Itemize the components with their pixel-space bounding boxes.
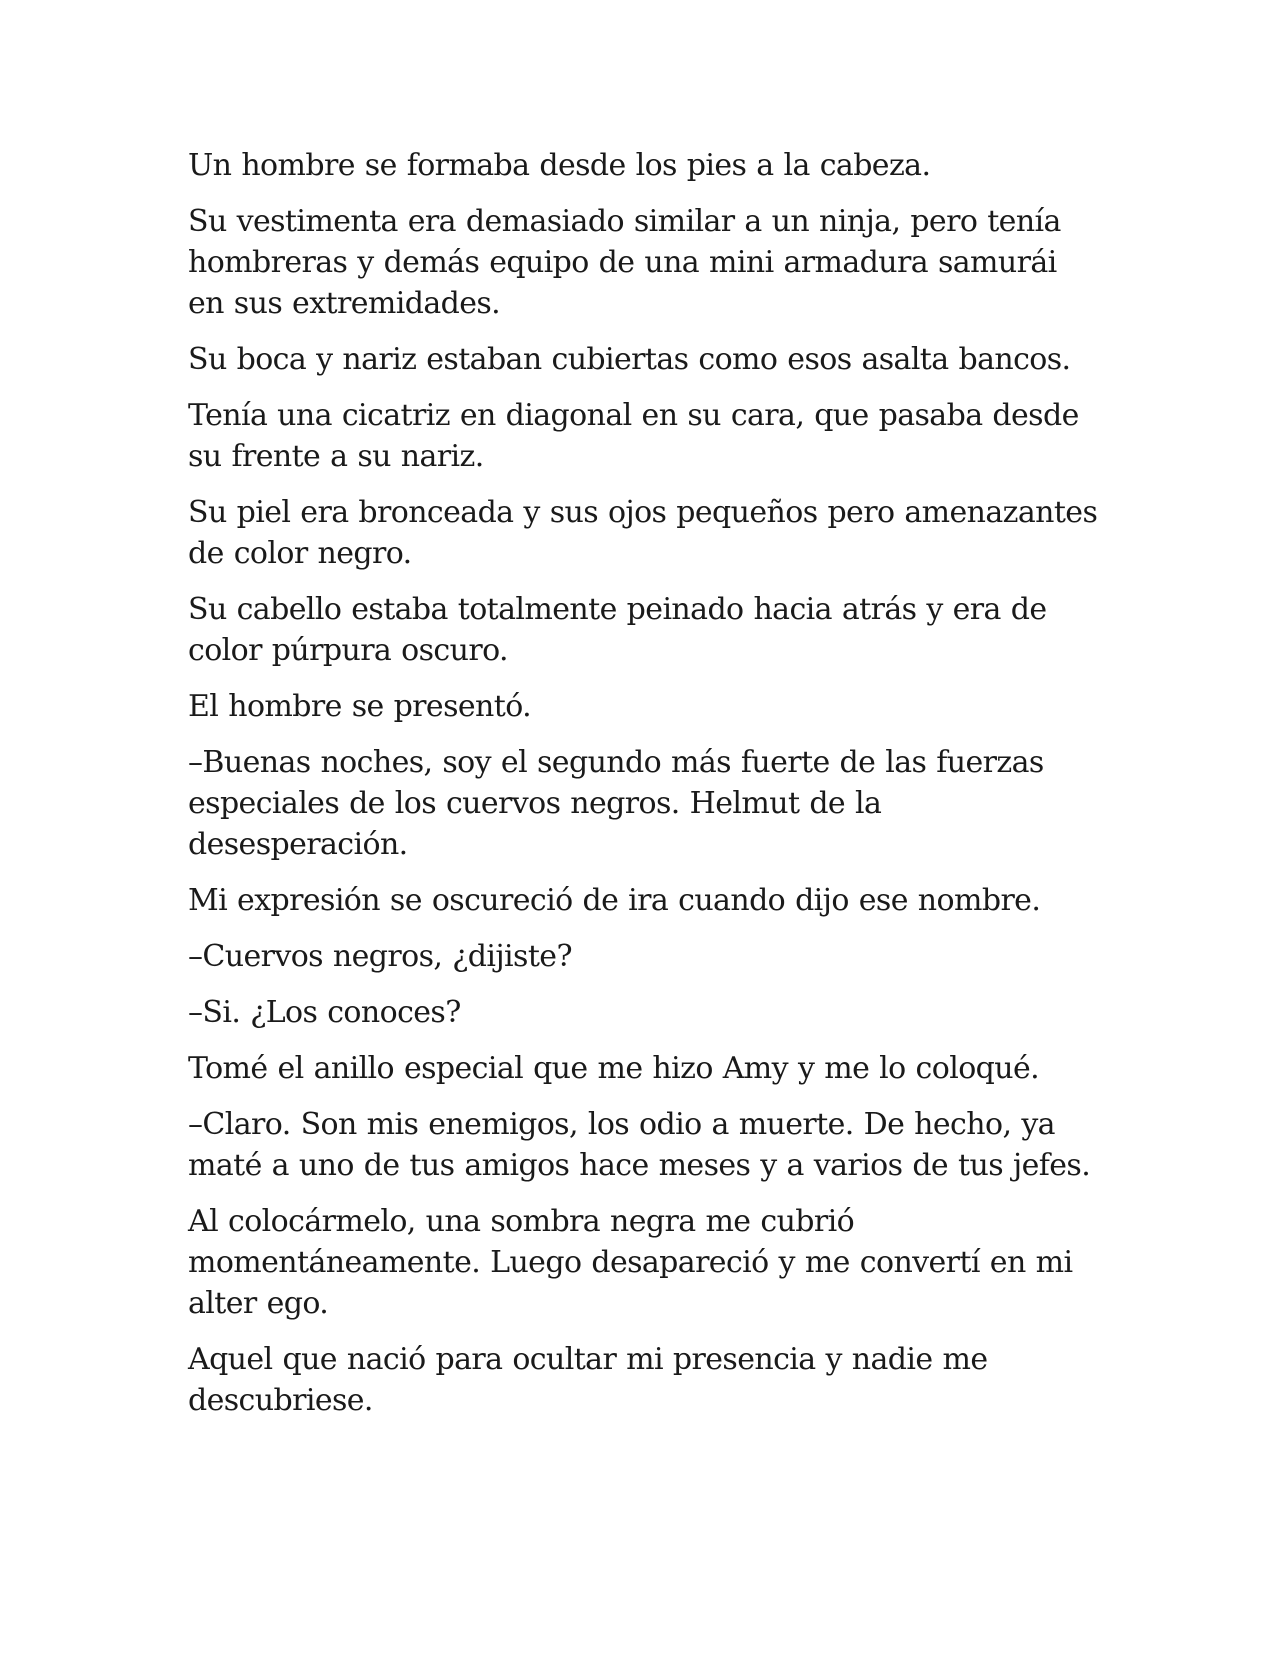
dialogue-line: –Buenas noches, soy el segundo más fuerte de las fuerzas especiales de los cuervos negros. Helmut de la desesperación.	[188, 745, 1044, 862]
paragraph: Mi expresión se oscureció de ira cuando dijo ese nombre.	[188, 883, 1041, 918]
paragraph: Su boca y nariz estaban cubiertas como esos asalta bancos.	[188, 342, 1071, 377]
paragraph: El hombre se presentó.	[188, 689, 532, 724]
paragraph: Su piel era bronceada y sus ojos pequeños pero amenazantes de color negro.	[188, 495, 1098, 571]
paragraph: Tomé el anillo especial que me hizo Amy y me lo coloqué.	[188, 1051, 1040, 1086]
dialogue-line: –Cuervos negros, ¿dijiste?	[188, 939, 572, 974]
document-page	[188, 145, 1098, 1436]
dialogue-line: –Si. ¿Los conoces?	[188, 995, 461, 1030]
paragraph: Su cabello estaba totalmente peinado hacia atrás y era de color púrpura oscuro.	[188, 592, 1047, 668]
paragraph: Su vestimenta era demasiado similar a un ninja, pero tenía hombreras y demás equipo de una mini armadura samurái en sus extremidades.	[188, 204, 1061, 321]
paragraph: Aquel que nació para ocultar mi presencia y nadie me descubriese.	[188, 1342, 988, 1418]
paragraph: Un hombre se formaba desde los pies a la cabeza.	[188, 148, 931, 183]
paragraph: Al colocármelo, una sombra negra me cubrió momentáneamente. Luego desapareció y me convertí en mi alter ego.	[188, 1204, 1073, 1321]
paragraph: Tenía una cicatriz en diagonal en su cara, que pasaba desde su frente a su nariz.	[188, 398, 1079, 474]
dialogue-line: –Claro. Son mis enemigos, los odio a muerte. De hecho, ya maté a uno de tus amigos hace meses y a varios de tus jefes.	[188, 1107, 1091, 1183]
